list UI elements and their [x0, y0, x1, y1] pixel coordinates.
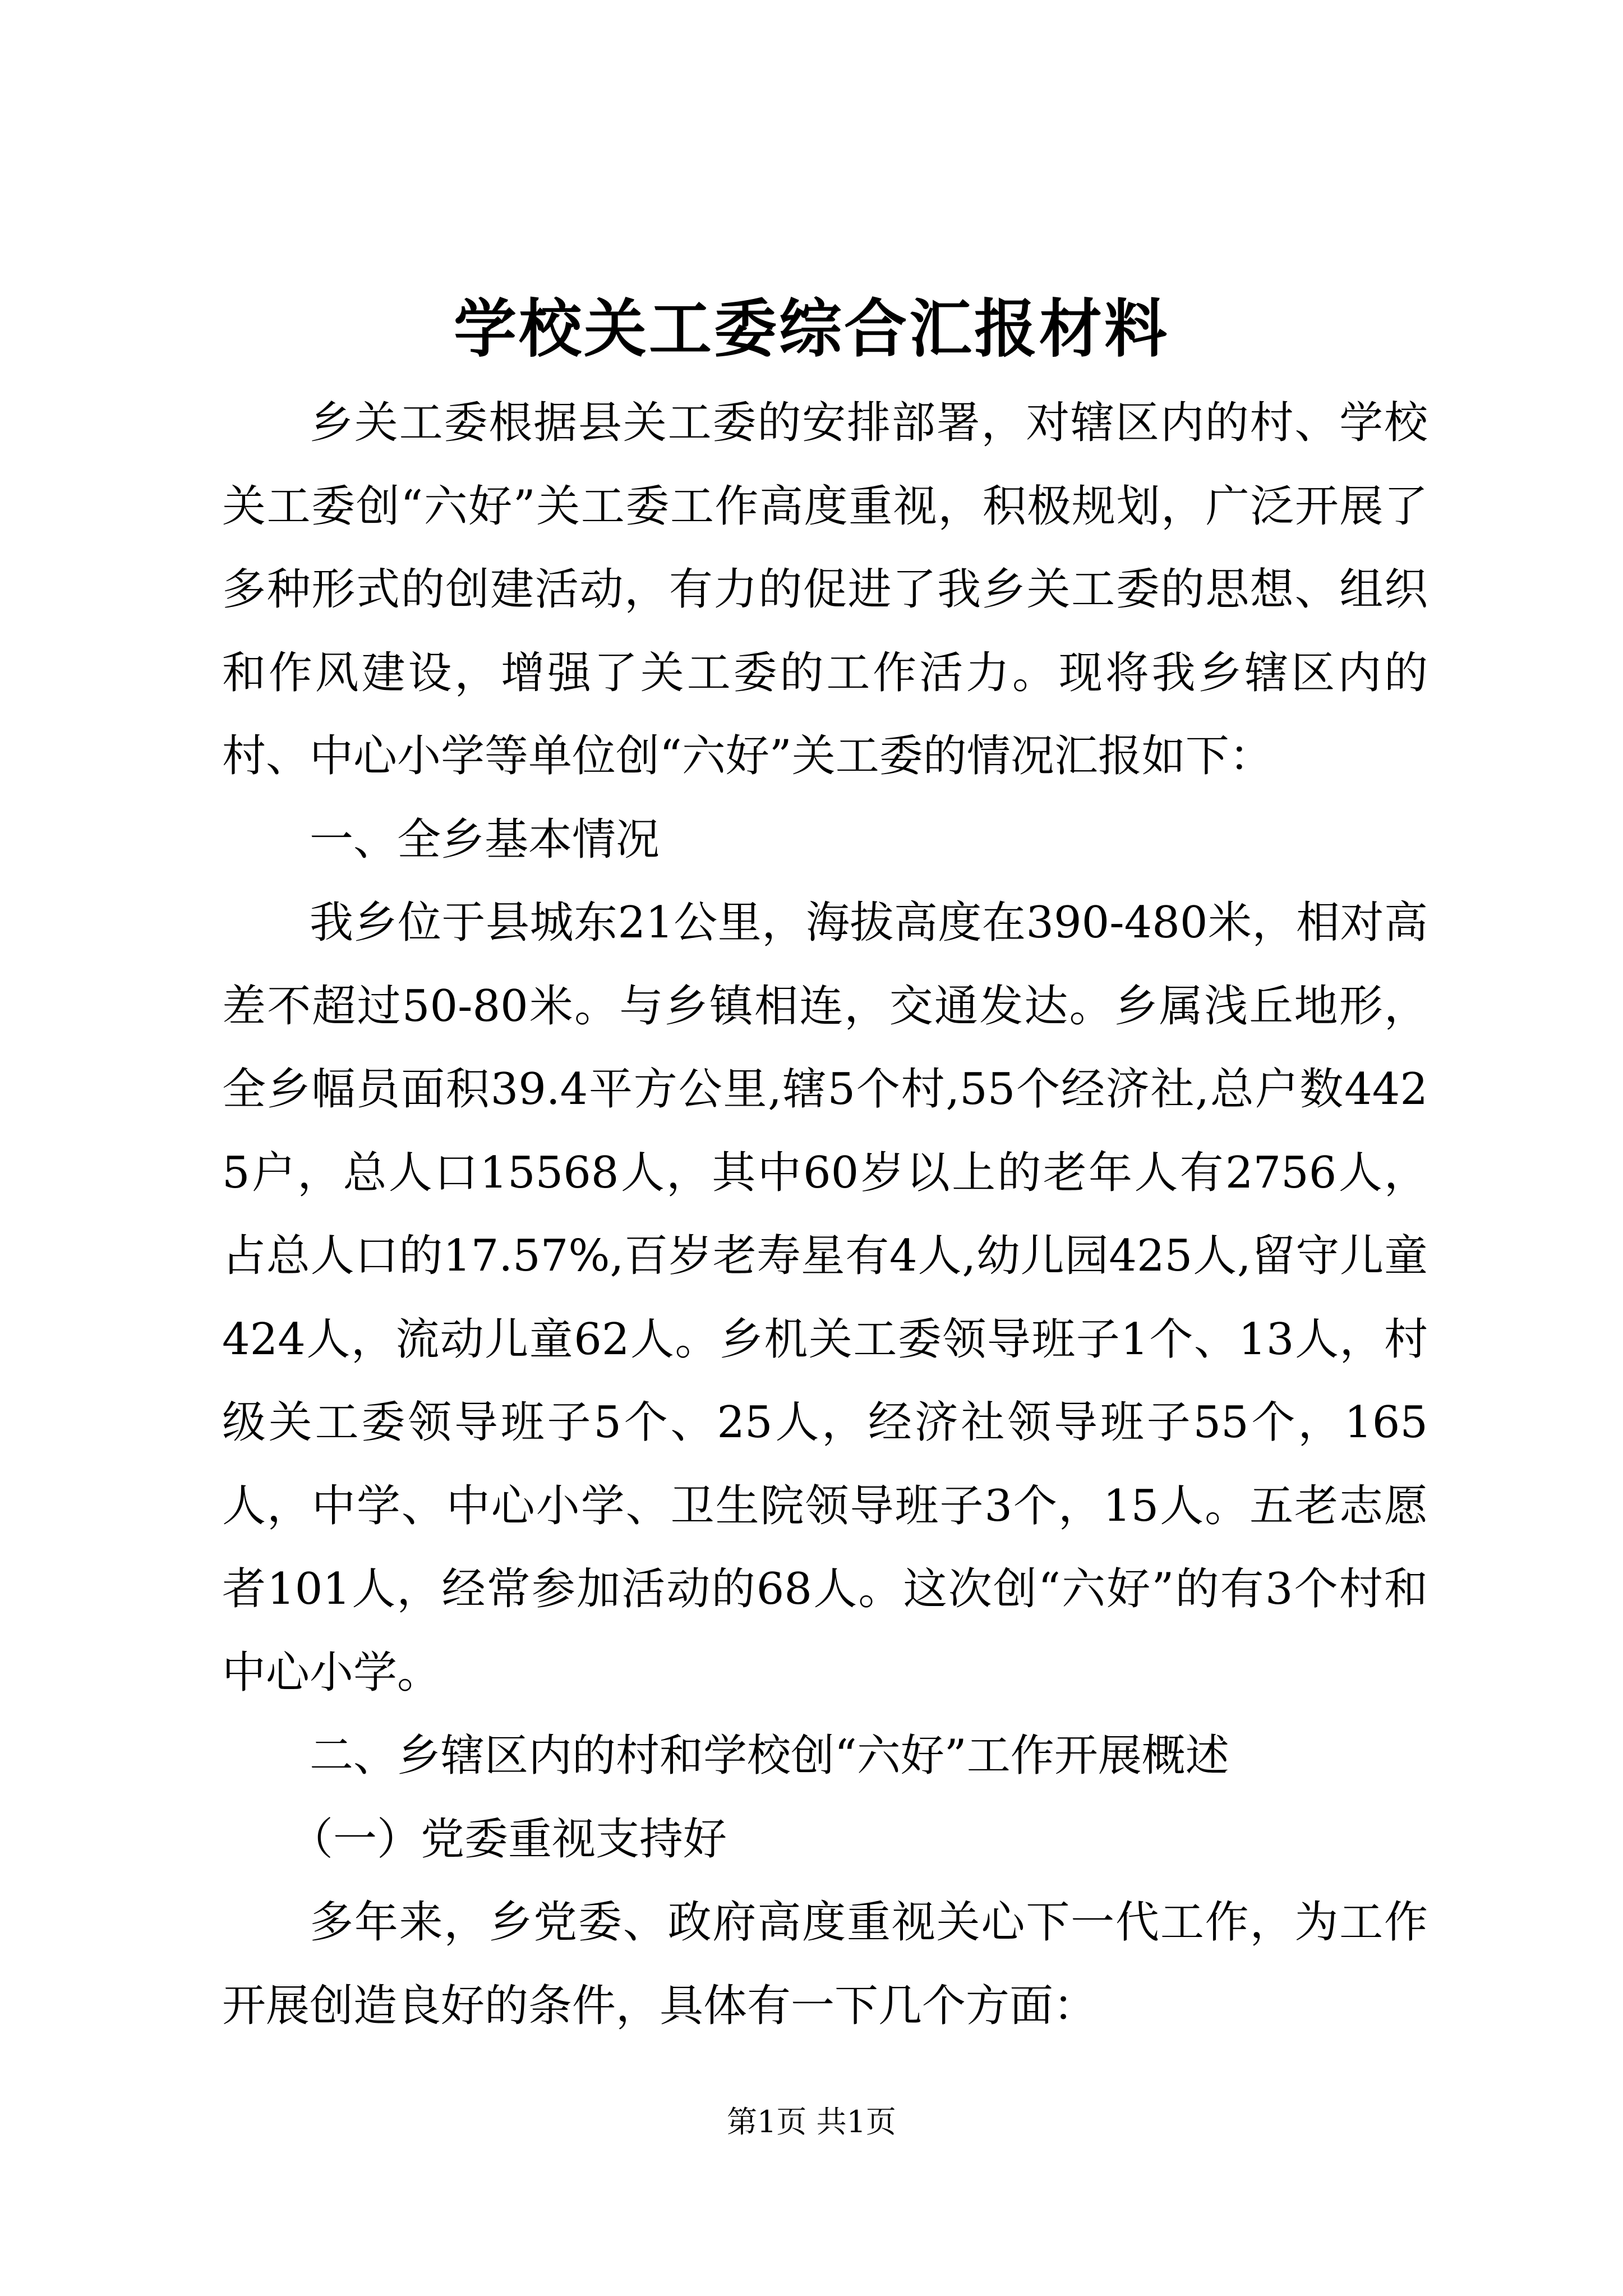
document-title: 学校关工委综合汇报材料	[454, 292, 1169, 366]
subsection-heading-party-support: （一）党委重视支持好	[289, 1814, 727, 1865]
intro-paragraph: 乡关工委根据县关工委的安排部署，对辖区内的村、学校关工委创“六好”关工委工作高度重视，积极规划，广泛开展了多种形式的创建活动，有力的促进了我乡关工委的思想、组织和作风建设，增强了关工委的工作活力。现将我乡辖区内的村、中心小学等单位创“六好”关工委的情况汇报如下：	[222, 398, 1428, 781]
basic-info-paragraph: 我乡位于县城东21公里，海拔高度在390-480米，相对高差不超过50-80米。与乡镇相连，交通发达。乡属浅丘地形，全乡幅员面积39.4平方公里,辖5个村,55个经济社,总户数4425户，总人口15568人，其中60岁以上的老年人有2756人，占总人口的17.57%,百岁老寿星有4人,幼儿园425人,留守儿童424人，流动儿童62人。乡机关工委领导班子1个、13人，村级关工委领导班子5个、25人，经济社领导班子55个，165人，中学、中心小学、卫生院领导班子3个，15人。五老志愿者101人，经常参加活动的68人。这次创“六好”的有3个村和中心小学。	[222, 898, 1428, 1698]
party-support-paragraph: 多年来，乡党委、政府高度重视关心下一代工作，为工作开展创造良好的条件，具体有一下几个方面：	[222, 1897, 1428, 2031]
section-heading-basic-info: 一、全乡基本情况	[310, 814, 660, 865]
section-heading-overview: 二、乡辖区内的村和学校创“六好”工作开展概述	[310, 1731, 1229, 1781]
page-footer: 第1页 共1页	[727, 2104, 896, 2139]
document-body	[222, 381, 1428, 2047]
